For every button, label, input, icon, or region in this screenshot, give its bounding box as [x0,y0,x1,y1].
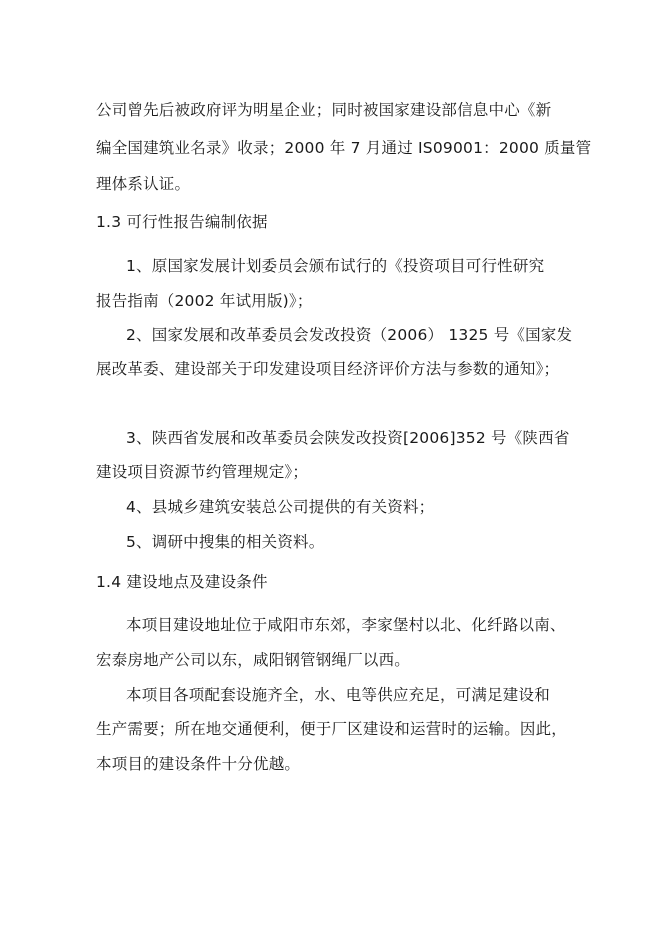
basis-item-2-line-2: 展改革委、建设部关于印发建设项目经济评价方法与参数的通知》； [96,360,560,378]
site-paragraph-1-line-2: 宏泰房地产公司以东，咸阳钢管钢绳厂以西。 [96,651,411,669]
basis-item-2-line-1: 2、国家发展和改革委员会发改投资（2006） 1325 号《国家发 [126,326,573,344]
site-paragraph-1-line-1: 本项目建设地址位于咸阳市东郊，李家堡村以北、化纤路以南、 [126,616,566,634]
basis-item-1-line-2: 报告指南（2002 年试用版)》； [96,292,313,310]
intro-line-2: 编全国建筑业名录》收录；2000 年 7 月通过 IS09001：2000 质量管 [96,139,592,157]
site-paragraph-2-line-1: 本项目各项配套设施齐全，水、电等供应充足，可满足建设和 [126,686,550,704]
site-paragraph-2-line-2: 生产需要；所在地交通便利，便于厂区建设和运营时的运输。因此， [96,720,568,738]
intro-line-3: 理体系认证。 [96,175,191,193]
basis-item-5: 5、调研中搜集的相关资料。 [126,533,325,551]
site-paragraph-2-line-3: 本项目的建设条件十分优越。 [96,755,301,773]
basis-item-3-line-2: 建设项目资源节约管理规定》； [96,463,309,481]
basis-item-3-line-1: 3、陕西省发展和改革委员会陕发改投资[2006]352 号《陕西省 [126,429,570,447]
section-1-3-heading: 1.3 可行性报告编制依据 [96,213,268,231]
basis-item-4: 4、县城乡建筑安装总公司提供的有关资料； [126,498,435,516]
basis-item-1-line-1: 1、原国家发展计划委员会颁布试行的《投资项目可行性研究 [126,257,545,275]
intro-line-1: 公司曾先后被政府评为明星企业；同时被国家建设部信息中心《新 [96,101,552,119]
section-1-4-heading: 1.4 建设地点及建设条件 [96,573,268,591]
